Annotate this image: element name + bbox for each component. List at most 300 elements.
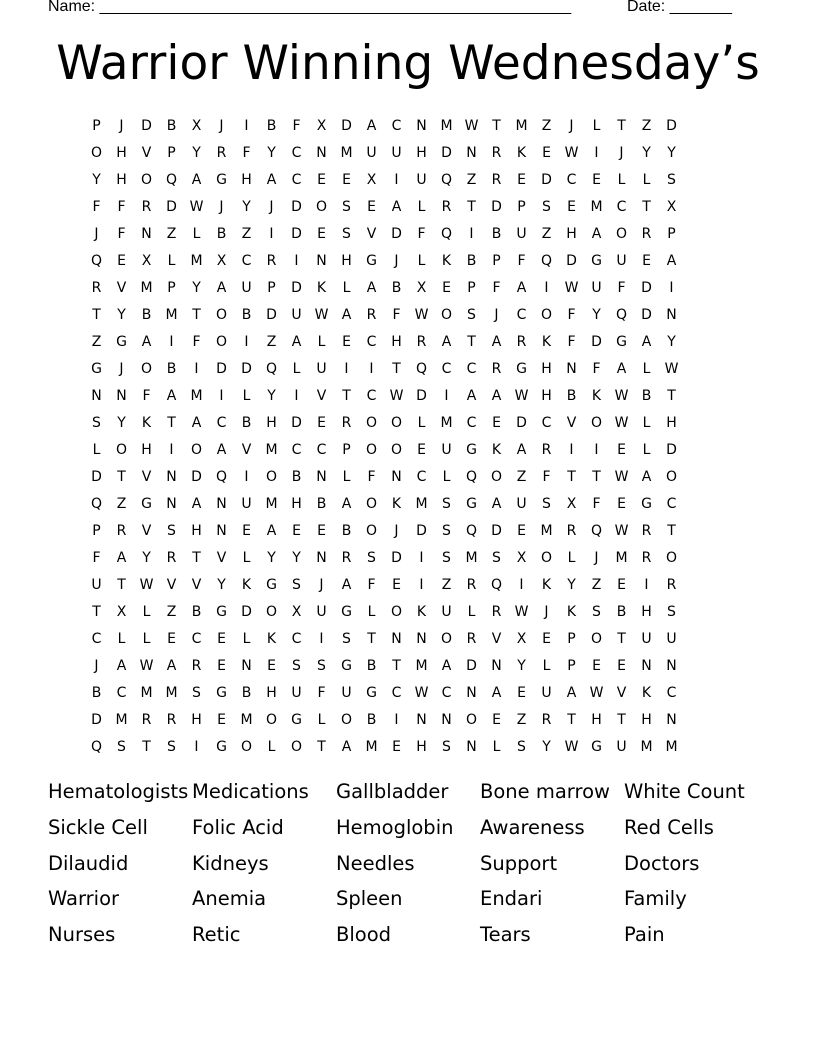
grid-letter[interactable]: I xyxy=(194,361,199,377)
grid-letter[interactable]: T xyxy=(167,415,176,431)
grid-letter[interactable]: L xyxy=(167,253,176,269)
grid-letter[interactable]: I xyxy=(419,577,424,593)
grid-letter[interactable]: S xyxy=(92,415,101,431)
grid-letter[interactable]: Q xyxy=(90,739,103,755)
grid-letter[interactable]: D xyxy=(291,415,302,431)
grid-letter[interactable]: I xyxy=(169,442,174,458)
grid-letter[interactable]: D xyxy=(241,361,252,377)
grid-letter[interactable]: O xyxy=(540,307,553,323)
grid-letter[interactable]: U xyxy=(516,496,527,512)
grid-letter[interactable]: A xyxy=(341,577,352,593)
grid-letter[interactable]: T xyxy=(392,658,401,674)
grid-letter[interactable]: M xyxy=(665,739,678,755)
grid-letter[interactable]: H xyxy=(416,739,427,755)
grid-letter[interactable]: O xyxy=(365,523,378,539)
grid-letter[interactable]: B xyxy=(291,469,302,485)
grid-letter[interactable]: F xyxy=(367,577,376,593)
grid-letter[interactable]: K xyxy=(316,280,327,296)
grid-letter[interactable]: E xyxy=(392,739,401,755)
grid-letter[interactable]: K xyxy=(441,253,452,269)
grid-letter[interactable]: D xyxy=(291,280,302,296)
grid-letter[interactable]: Y xyxy=(267,145,276,161)
grid-letter[interactable]: E xyxy=(242,523,251,539)
grid-letter[interactable]: E xyxy=(217,712,226,728)
grid-letter[interactable]: Y xyxy=(542,739,551,755)
grid-letter[interactable]: L xyxy=(642,172,651,188)
grid-letter[interactable]: A xyxy=(116,658,127,674)
grid-letter[interactable]: B xyxy=(266,118,277,134)
grid-letter[interactable]: W xyxy=(139,577,154,593)
grid-letter[interactable]: O xyxy=(365,496,378,512)
grid-letter[interactable]: M xyxy=(515,118,528,134)
grid-letter[interactable]: I xyxy=(469,226,474,242)
grid-letter[interactable]: Z xyxy=(116,496,127,512)
grid-letter[interactable]: A xyxy=(491,388,502,404)
grid-letter[interactable]: E xyxy=(492,712,501,728)
grid-letter[interactable]: W xyxy=(389,388,404,404)
grid-letter[interactable]: M xyxy=(640,739,653,755)
grid-letter[interactable]: A xyxy=(341,739,352,755)
grid-letter[interactable]: B xyxy=(241,307,252,323)
grid-letter[interactable]: C xyxy=(241,253,252,269)
grid-letter[interactable]: R xyxy=(491,145,502,161)
grid-letter[interactable]: H xyxy=(391,334,402,350)
grid-letter[interactable]: E xyxy=(617,442,626,458)
grid-letter[interactable]: U xyxy=(291,685,302,701)
grid-letter[interactable]: X xyxy=(516,550,527,566)
grid-letter[interactable]: L xyxy=(567,550,576,566)
grid-letter[interactable]: G xyxy=(591,253,602,269)
grid-letter[interactable]: E xyxy=(542,145,551,161)
grid-letter[interactable]: U xyxy=(366,145,377,161)
grid-letter[interactable]: H xyxy=(541,361,552,377)
grid-letter[interactable]: A xyxy=(341,307,352,323)
grid-letter[interactable]: I xyxy=(294,253,299,269)
grid-letter[interactable]: D xyxy=(541,172,552,188)
grid-letter[interactable]: T xyxy=(617,118,626,134)
grid-letter[interactable]: D xyxy=(666,442,677,458)
grid-letter[interactable]: W xyxy=(614,415,629,431)
grid-letter[interactable]: G xyxy=(116,334,127,350)
grid-letter[interactable]: N xyxy=(466,685,477,701)
grid-letter[interactable]: J xyxy=(569,118,574,134)
grid-letter[interactable]: Y xyxy=(242,199,251,215)
grid-letter[interactable]: B xyxy=(216,226,227,242)
grid-letter[interactable]: S xyxy=(167,739,176,755)
grid-letter[interactable]: T xyxy=(467,199,476,215)
grid-letter[interactable]: D xyxy=(191,469,202,485)
grid-letter[interactable]: A xyxy=(366,118,377,134)
grid-letter[interactable]: L xyxy=(317,334,326,350)
grid-letter[interactable]: O xyxy=(465,712,478,728)
grid-letter[interactable]: F xyxy=(517,253,526,269)
grid-letter[interactable]: D xyxy=(166,199,177,215)
grid-letter[interactable]: W xyxy=(664,361,679,377)
grid-letter[interactable]: P xyxy=(467,280,476,296)
grid-letter[interactable]: Y xyxy=(92,172,101,188)
grid-letter[interactable]: A xyxy=(366,280,377,296)
grid-letter[interactable]: W xyxy=(464,118,479,134)
grid-letter[interactable]: P xyxy=(492,253,501,269)
grid-letter[interactable]: B xyxy=(391,280,402,296)
grid-letter[interactable]: Y xyxy=(142,550,151,566)
grid-letter[interactable]: R xyxy=(566,523,577,539)
grid-letter[interactable]: U xyxy=(516,226,527,242)
grid-letter[interactable]: I xyxy=(269,226,274,242)
grid-letter[interactable]: W xyxy=(514,604,529,620)
grid-letter[interactable]: G xyxy=(616,334,627,350)
grid-letter[interactable]: A xyxy=(491,685,502,701)
grid-letter[interactable]: M xyxy=(115,712,128,728)
grid-letter[interactable]: L xyxy=(492,739,501,755)
grid-letter[interactable]: K xyxy=(516,145,527,161)
grid-letter[interactable]: E xyxy=(217,658,226,674)
grid-letter[interactable]: C xyxy=(666,685,677,701)
grid-letter[interactable]: A xyxy=(516,442,527,458)
grid-letter[interactable]: K xyxy=(541,334,552,350)
grid-letter[interactable]: J xyxy=(94,226,99,242)
grid-letter[interactable]: L xyxy=(142,631,151,647)
grid-letter[interactable]: U xyxy=(391,145,402,161)
grid-letter[interactable]: S xyxy=(492,550,501,566)
grid-letter[interactable]: Z xyxy=(166,226,177,242)
grid-letter[interactable]: C xyxy=(441,685,452,701)
grid-letter[interactable]: I xyxy=(294,388,299,404)
grid-letter[interactable]: C xyxy=(616,199,627,215)
grid-letter[interactable]: G xyxy=(366,253,377,269)
grid-letter[interactable]: H xyxy=(116,145,127,161)
grid-letter[interactable]: G xyxy=(591,739,602,755)
grid-letter[interactable]: V xyxy=(141,145,152,161)
grid-letter[interactable]: Z xyxy=(241,226,252,242)
grid-letter[interactable]: J xyxy=(619,145,624,161)
grid-letter[interactable]: S xyxy=(342,226,351,242)
grid-letter[interactable]: S xyxy=(442,496,451,512)
grid-letter[interactable]: T xyxy=(617,631,626,647)
grid-letter[interactable]: X xyxy=(116,604,127,620)
grid-letter[interactable]: O xyxy=(440,307,453,323)
grid-letter[interactable]: R xyxy=(366,307,377,323)
grid-letter[interactable]: M xyxy=(590,199,603,215)
grid-letter[interactable]: S xyxy=(517,739,526,755)
grid-letter[interactable]: W xyxy=(314,307,329,323)
grid-letter[interactable]: Q xyxy=(615,307,628,323)
grid-letter[interactable]: M xyxy=(415,496,428,512)
grid-letter[interactable]: L xyxy=(192,226,201,242)
grid-letter[interactable]: Y xyxy=(592,307,601,323)
grid-letter[interactable]: N xyxy=(416,118,427,134)
grid-letter[interactable]: P xyxy=(567,658,576,674)
grid-letter[interactable]: E xyxy=(617,496,626,512)
grid-letter[interactable]: W xyxy=(139,658,154,674)
grid-letter[interactable]: D xyxy=(491,199,502,215)
grid-letter[interactable]: B xyxy=(166,361,177,377)
grid-letter[interactable]: S xyxy=(467,307,476,323)
grid-letter[interactable]: P xyxy=(342,442,351,458)
grid-letter[interactable]: D xyxy=(391,226,402,242)
grid-letter[interactable]: F xyxy=(492,280,501,296)
grid-letter[interactable]: A xyxy=(641,334,652,350)
grid-letter[interactable]: M xyxy=(615,550,628,566)
grid-letter[interactable]: R xyxy=(441,199,452,215)
grid-letter[interactable]: C xyxy=(216,415,227,431)
grid-letter[interactable]: H xyxy=(241,172,252,188)
grid-letter[interactable]: B xyxy=(491,226,502,242)
grid-letter[interactable]: A xyxy=(566,685,577,701)
grid-letter[interactable]: O xyxy=(365,442,378,458)
grid-letter[interactable]: O xyxy=(90,145,103,161)
grid-letter[interactable]: D xyxy=(641,307,652,323)
grid-letter[interactable]: M xyxy=(240,712,253,728)
grid-letter[interactable]: Z xyxy=(516,469,527,485)
grid-letter[interactable]: N xyxy=(441,712,452,728)
grid-letter[interactable]: F xyxy=(317,685,326,701)
grid-letter[interactable]: N xyxy=(216,523,227,539)
grid-letter[interactable]: U xyxy=(416,172,427,188)
grid-letter[interactable]: A xyxy=(166,388,177,404)
grid-letter[interactable]: B xyxy=(241,685,252,701)
grid-letter[interactable]: L xyxy=(642,442,651,458)
grid-letter[interactable]: K xyxy=(591,388,602,404)
grid-letter[interactable]: A xyxy=(191,172,202,188)
grid-letter[interactable]: L xyxy=(592,118,601,134)
grid-letter[interactable]: G xyxy=(516,361,527,377)
grid-letter[interactable]: X xyxy=(366,172,377,188)
grid-letter[interactable]: T xyxy=(667,388,676,404)
grid-letter[interactable]: M xyxy=(165,307,178,323)
grid-letter[interactable]: J xyxy=(544,604,549,620)
grid-letter[interactable]: T xyxy=(592,469,601,485)
grid-letter[interactable]: H xyxy=(641,712,652,728)
grid-letter[interactable]: Z xyxy=(266,334,277,350)
grid-letter[interactable]: N xyxy=(391,631,402,647)
grid-letter[interactable]: R xyxy=(191,658,202,674)
grid-letter[interactable]: D xyxy=(416,523,427,539)
grid-letter[interactable]: I xyxy=(594,442,599,458)
grid-letter[interactable]: E xyxy=(442,280,451,296)
grid-letter[interactable]: Y xyxy=(267,388,276,404)
grid-letter[interactable]: O xyxy=(390,442,403,458)
grid-letter[interactable]: T xyxy=(392,361,401,377)
grid-letter[interactable]: S xyxy=(592,604,601,620)
grid-letter[interactable]: L xyxy=(317,712,326,728)
grid-letter[interactable]: D xyxy=(141,118,152,134)
grid-letter[interactable]: A xyxy=(491,496,502,512)
grid-letter[interactable]: Q xyxy=(590,523,603,539)
grid-letter[interactable]: O xyxy=(290,739,303,755)
grid-letter[interactable]: T xyxy=(117,469,126,485)
grid-letter[interactable]: F xyxy=(117,226,126,242)
grid-letter[interactable]: W xyxy=(614,388,629,404)
grid-letter[interactable]: R xyxy=(641,226,652,242)
grid-letter[interactable]: F xyxy=(567,334,576,350)
grid-letter[interactable]: Y xyxy=(667,145,676,161)
grid-letter[interactable]: X xyxy=(291,604,302,620)
grid-letter[interactable]: F xyxy=(567,307,576,323)
grid-letter[interactable]: C xyxy=(391,685,402,701)
grid-letter[interactable]: J xyxy=(219,118,224,134)
grid-letter[interactable]: T xyxy=(142,739,151,755)
grid-letter[interactable]: M xyxy=(265,496,278,512)
grid-letter[interactable]: J xyxy=(219,199,224,215)
grid-letter[interactable]: C xyxy=(366,388,377,404)
grid-letter[interactable]: U xyxy=(616,739,627,755)
grid-letter[interactable]: J xyxy=(319,577,324,593)
grid-letter[interactable]: I xyxy=(394,712,399,728)
grid-letter[interactable]: X xyxy=(566,496,577,512)
grid-letter[interactable]: G xyxy=(266,577,277,593)
grid-letter[interactable]: A xyxy=(516,280,527,296)
grid-letter[interactable]: C xyxy=(291,442,302,458)
grid-letter[interactable]: S xyxy=(117,739,126,755)
grid-letter[interactable]: U xyxy=(291,307,302,323)
grid-letter[interactable]: P xyxy=(267,280,276,296)
grid-letter[interactable]: E xyxy=(317,226,326,242)
grid-letter[interactable]: G xyxy=(216,172,227,188)
grid-letter[interactable]: I xyxy=(394,172,399,188)
grid-letter[interactable]: N xyxy=(391,469,402,485)
grid-letter[interactable]: U xyxy=(91,577,102,593)
grid-letter[interactable]: C xyxy=(541,415,552,431)
grid-letter[interactable]: I xyxy=(244,334,249,350)
grid-letter[interactable]: D xyxy=(291,226,302,242)
grid-letter[interactable]: E xyxy=(392,577,401,593)
grid-letter[interactable]: W xyxy=(414,307,429,323)
grid-letter[interactable]: Z xyxy=(591,577,602,593)
grid-letter[interactable]: I xyxy=(244,118,249,134)
grid-letter[interactable]: A xyxy=(441,334,452,350)
grid-letter[interactable]: M xyxy=(190,388,203,404)
grid-letter[interactable]: A xyxy=(466,388,477,404)
grid-letter[interactable]: O xyxy=(265,604,278,620)
grid-letter[interactable]: T xyxy=(617,712,626,728)
grid-letter[interactable]: N xyxy=(116,388,127,404)
grid-letter[interactable]: O xyxy=(665,550,678,566)
grid-letter[interactable]: V xyxy=(366,226,377,242)
grid-letter[interactable]: N xyxy=(566,361,577,377)
grid-letter[interactable]: B xyxy=(641,388,652,404)
grid-letter[interactable]: W xyxy=(414,685,429,701)
grid-letter[interactable]: E xyxy=(642,253,651,269)
grid-letter[interactable]: R xyxy=(141,199,152,215)
grid-letter[interactable]: U xyxy=(341,685,352,701)
grid-letter[interactable]: D xyxy=(91,469,102,485)
grid-letter[interactable]: O xyxy=(215,334,228,350)
grid-letter[interactable]: O xyxy=(240,739,253,755)
grid-letter[interactable]: O xyxy=(665,469,678,485)
grid-letter[interactable]: H xyxy=(591,712,602,728)
grid-letter[interactable]: A xyxy=(441,658,452,674)
grid-letter[interactable]: N xyxy=(141,226,152,242)
grid-letter[interactable]: U xyxy=(241,280,252,296)
grid-letter[interactable]: V xyxy=(316,388,327,404)
grid-letter[interactable]: M xyxy=(365,739,378,755)
grid-letter[interactable]: A xyxy=(216,280,227,296)
grid-letter[interactable]: I xyxy=(219,388,224,404)
grid-letter[interactable]: F xyxy=(92,550,101,566)
grid-letter[interactable]: L xyxy=(142,604,151,620)
grid-letter[interactable]: G xyxy=(291,712,302,728)
grid-letter[interactable]: N xyxy=(166,496,177,512)
grid-letter[interactable]: A xyxy=(191,415,202,431)
grid-letter[interactable]: J xyxy=(394,253,399,269)
grid-letter[interactable]: U xyxy=(641,631,652,647)
grid-letter[interactable]: U xyxy=(591,280,602,296)
grid-letter[interactable]: Q xyxy=(440,172,453,188)
grid-letter[interactable]: I xyxy=(344,361,349,377)
grid-letter[interactable]: Q xyxy=(215,469,228,485)
grid-letter[interactable]: D xyxy=(441,145,452,161)
grid-letter[interactable]: X xyxy=(216,253,227,269)
grid-letter[interactable]: P xyxy=(517,199,526,215)
grid-letter[interactable]: F xyxy=(392,307,401,323)
grid-letter[interactable]: P xyxy=(92,523,101,539)
grid-letter[interactable]: W xyxy=(189,199,204,215)
grid-letter[interactable]: X xyxy=(516,631,527,647)
grid-letter[interactable]: H xyxy=(666,415,677,431)
grid-letter[interactable]: L xyxy=(242,550,251,566)
grid-letter[interactable]: N xyxy=(316,469,327,485)
grid-letter[interactable]: B xyxy=(466,253,477,269)
grid-letter[interactable]: B xyxy=(241,415,252,431)
grid-letter[interactable]: O xyxy=(140,172,153,188)
grid-letter[interactable]: G xyxy=(466,442,477,458)
grid-letter[interactable]: S xyxy=(542,496,551,512)
grid-letter[interactable]: O xyxy=(190,442,203,458)
grid-letter[interactable]: L xyxy=(117,631,126,647)
grid-letter[interactable]: Y xyxy=(117,415,126,431)
grid-letter[interactable]: L xyxy=(442,469,451,485)
grid-letter[interactable]: S xyxy=(292,577,301,593)
grid-letter[interactable]: R xyxy=(166,550,177,566)
grid-letter[interactable]: H xyxy=(191,712,202,728)
grid-letter[interactable]: L xyxy=(542,658,551,674)
grid-letter[interactable]: E xyxy=(217,631,226,647)
grid-letter[interactable]: X xyxy=(416,280,427,296)
grid-letter[interactable]: X xyxy=(191,118,202,134)
grid-letter[interactable]: M xyxy=(140,280,153,296)
grid-letter[interactable]: R xyxy=(516,334,527,350)
grid-letter[interactable]: P xyxy=(667,226,676,242)
grid-letter[interactable]: N xyxy=(491,658,502,674)
grid-letter[interactable]: R xyxy=(116,523,127,539)
grid-letter[interactable]: F xyxy=(417,226,426,242)
grid-letter[interactable]: U xyxy=(666,631,677,647)
grid-letter[interactable]: O xyxy=(315,199,328,215)
grid-letter[interactable]: M xyxy=(465,550,478,566)
grid-letter[interactable]: R xyxy=(491,361,502,377)
grid-letter[interactable]: R xyxy=(491,172,502,188)
grid-letter[interactable]: T xyxy=(92,604,101,620)
grid-letter[interactable]: E xyxy=(542,631,551,647)
grid-letter[interactable]: V xyxy=(141,523,152,539)
grid-letter[interactable]: C xyxy=(191,631,202,647)
grid-letter[interactable]: C xyxy=(116,685,127,701)
grid-letter[interactable]: A xyxy=(116,550,127,566)
grid-letter[interactable]: D xyxy=(641,280,652,296)
grid-letter[interactable]: X xyxy=(141,253,152,269)
grid-letter[interactable]: D xyxy=(566,253,577,269)
grid-letter[interactable]: E xyxy=(592,658,601,674)
grid-letter[interactable]: P xyxy=(92,118,101,134)
grid-letter[interactable]: Y xyxy=(117,307,126,323)
grid-letter[interactable]: M xyxy=(440,415,453,431)
grid-letter[interactable]: S xyxy=(192,685,201,701)
grid-letter[interactable]: Z xyxy=(541,226,552,242)
grid-letter[interactable]: T xyxy=(567,712,576,728)
grid-letter[interactable]: G xyxy=(641,496,652,512)
grid-letter[interactable]: B xyxy=(366,712,377,728)
